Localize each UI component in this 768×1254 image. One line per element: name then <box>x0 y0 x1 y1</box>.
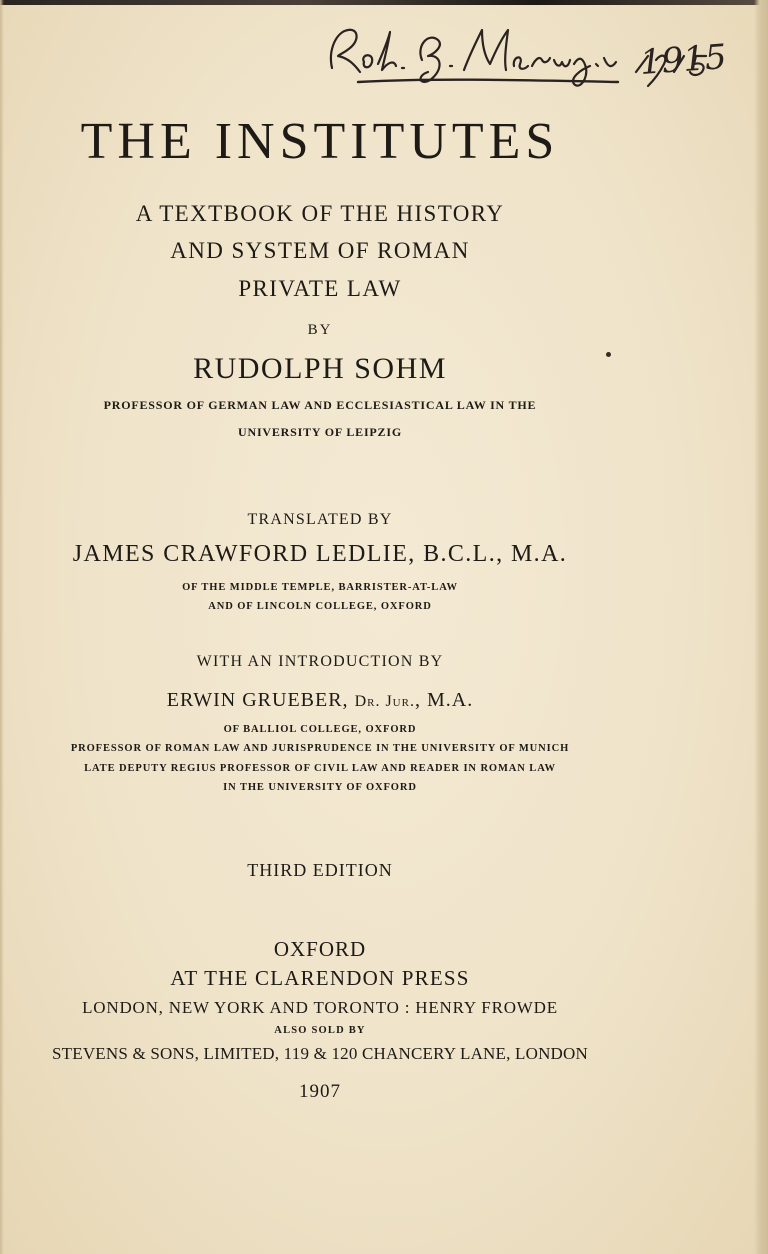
introducer-name-line <box>0 689 640 712</box>
author-description-2: UNIVERSITY OF LEIPZIG <box>238 425 402 439</box>
inscription-year: 1915 <box>638 37 728 83</box>
book-title: THE INSTITUTES <box>80 113 560 170</box>
imprint-seller: STEVENS & SONS, LIMITED, 119 & 120 CHANCERY LANE, LONDON <box>52 1044 588 1063</box>
introducer-description-2: PROFESSOR OF ROMAN LAW AND JURISPRUDENCE IN THE UNIVERSITY OF MUNICH <box>70 743 570 754</box>
by-label: BY <box>307 322 333 338</box>
translator-name: JAMES CRAWFORD LEDLIE, B.C.L., M.A. <box>72 541 568 567</box>
subtitle-line-1: A TEXTBOOK OF THE HISTORY <box>135 201 505 226</box>
subtitle-line-2: AND SYSTEM OF ROMAN <box>170 238 470 263</box>
introduction-by-label: WITH AN INTRODUCTION BY <box>196 653 444 670</box>
page-right-edge <box>754 0 768 1254</box>
translated-by-label: TRANSLATED BY <box>247 511 393 528</box>
ink-speck <box>606 352 611 357</box>
introducer-suffix: , M.A. <box>414 689 474 711</box>
author-description-1: PROFESSOR OF GERMAN LAW AND ECCLESIASTICAL LAW IN THE <box>103 398 537 412</box>
introducer-name: ERWIN GRUEBER, <box>166 689 349 711</box>
publication-year: 1907 <box>299 1081 341 1102</box>
page-left-edge <box>0 0 4 1254</box>
page-top-edge <box>0 0 768 5</box>
introducer-degree: Dr. Jur. <box>354 693 415 710</box>
subtitle-line-3: PRIVATE LAW <box>238 276 402 301</box>
author-name: RUDOLPH SOHM <box>193 352 447 385</box>
introducer-description-1: OF BALLIOL COLLEGE, OXFORD <box>223 724 417 735</box>
translator-description-2: AND OF LINCOLN COLLEGE, OXFORD <box>208 601 432 612</box>
imprint-distributors: LONDON, NEW YORK AND TORONTO : HENRY FROWDE <box>82 998 558 1017</box>
also-sold-by-label: ALSO SOLD BY <box>274 1025 366 1036</box>
translator-description-1: OF THE MIDDLE TEMPLE, BARRISTER-AT-LAW <box>182 582 458 593</box>
introducer-description-4: IN THE UNIVERSITY OF OXFORD <box>223 782 417 793</box>
imprint-city: OXFORD <box>273 937 367 961</box>
imprint-press: AT THE CLARENDON PRESS <box>170 966 470 990</box>
introducer-description-3: LATE DEPUTY REGIUS PROFESSOR OF CIVIL LAW AND READER IN ROMAN LAW <box>84 763 556 774</box>
edition: THIRD EDITION <box>247 860 393 880</box>
